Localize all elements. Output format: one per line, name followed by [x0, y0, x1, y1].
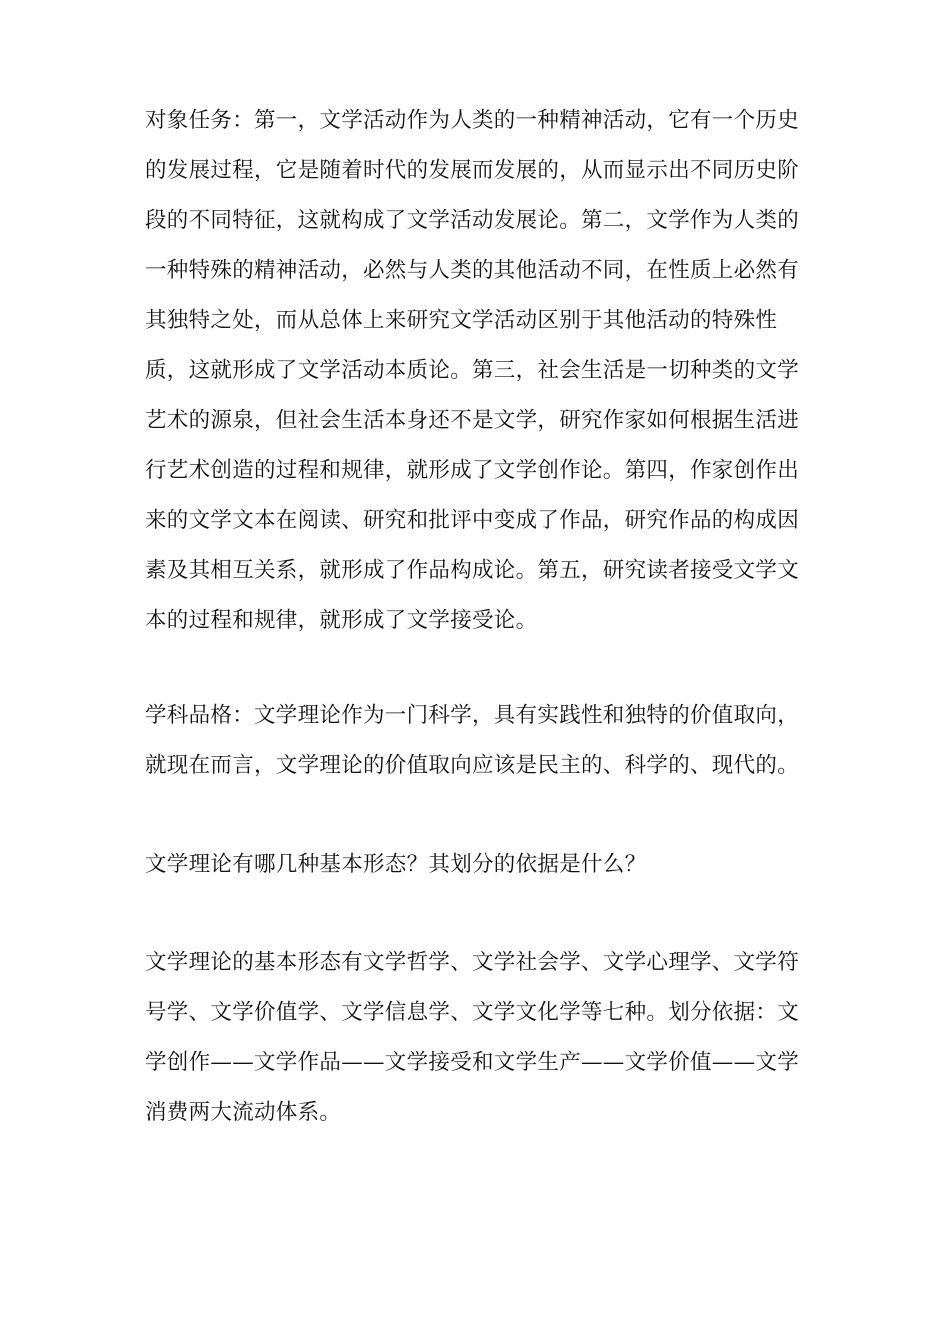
- paragraph-discipline-character: 学科品格：文学理论作为一门科学，具有实践性和独特的价值取向，就现在而言，文学理论的价值取向应该是民主的、科学的、现代的。: [145, 703, 800, 778]
- paragraph-question: 文学理论有哪几种基本形态？其划分的依据是什么？: [145, 852, 647, 877]
- paragraph-object-tasks: 对象任务：第一，文学活动作为人类的一种精神活动，它有一个历史的发展过程，它是随着时代的发展而发展的，从而显示出不同历史阶段的不同特征，这就构成了文学活动发展论。第二，文学作为人类的一种特殊的精神活动，必然与人类的其他活动不同，在性质上必然有其独特之处，而从总体上来研究文学活动区别于其他活动的特殊性质，这就形成了文学活动本质论。第三，社会生活是一切种类的文学艺术的源泉，但社会生活本身还不是文学，研究作家如何根据生活进行艺术创造的过程和规律，就形成了文学创作论。第四，作家创作出来的文学文本在阅读、研究和批评中变成了作品，研究作品的构成因素及其相互关系，就形成了作品构成论。第五，研究读者接受文学文本的过程和规律，就形成了文学接受论。: [145, 108, 800, 633]
- paragraph-answer: 文学理论的基本形态有文学哲学、文学社会学、文学心理学、文学符号学、文学价值学、文学信息学、文学文化学等七种。划分依据：文学创作——文学作品——文学接受和文学生产——文学价值——文学消费两大流动体系。: [145, 950, 800, 1125]
